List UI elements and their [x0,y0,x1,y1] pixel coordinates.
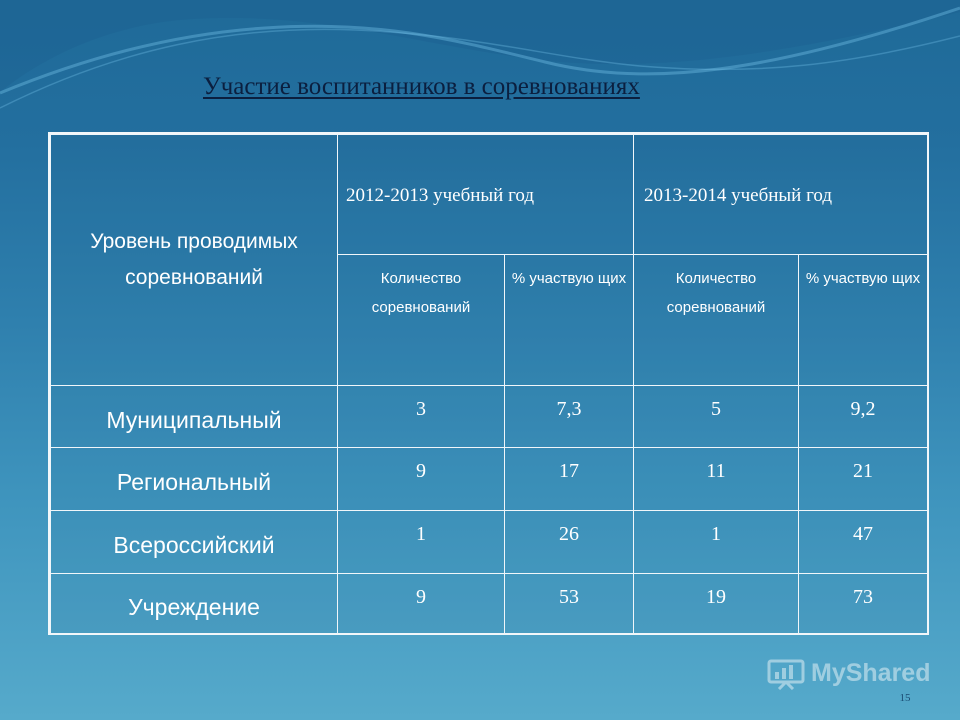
level-header: Уровень проводимых соревнований [51,135,338,386]
table-row [51,386,928,448]
competition-participation-table [48,132,929,635]
table-row [51,511,928,574]
table-cell: 3 [338,386,505,448]
presentation-board-icon [767,658,805,690]
percent-header-2012-2013: % участвую щих [505,255,634,386]
percent-header-2013-2014: % участвую щих [799,255,928,386]
table-cell: 5 [634,386,799,448]
table-cell: 9 [338,574,505,634]
table-cell: 9 [338,448,505,511]
table-cell: 1 [634,511,799,574]
slide-title: Участие воспитанников в соревнованиях [203,73,640,100]
table-cell: 1 [338,511,505,574]
table-cell: 11 [634,448,799,511]
count-header-2013-2014: Количество соревнований [634,255,799,386]
year-2012-2013-header: 2012-2013 учебный год [338,135,634,255]
page-number: 15 [899,692,911,704]
table-cell: 7,3 [505,386,634,448]
participation-table [50,134,928,634]
table-cell: 21 [799,448,928,511]
table-cell: 73 [799,574,928,634]
count-header-2012-2013: Количество соревнований [338,255,505,386]
table-cell: 53 [505,574,634,634]
year-2013-2014-header: 2013-2014 учебный год [634,135,928,255]
table-row [51,448,928,511]
myshared-watermark [767,656,941,692]
row-level-institution: Учреждение [51,574,338,634]
row-level-all-russian: Всероссийский [51,511,338,574]
row-level-municipal: Муниципальный [51,386,338,448]
row-level-regional: Региональный [51,448,338,511]
table-row [51,574,928,634]
table-cell: 47 [799,511,928,574]
watermark-text: MyShared [811,659,931,687]
table-cell: 17 [505,448,634,511]
year-header-row [51,135,928,255]
table-cell: 26 [505,511,634,574]
table-cell: 9,2 [799,386,928,448]
table-cell: 19 [634,574,799,634]
